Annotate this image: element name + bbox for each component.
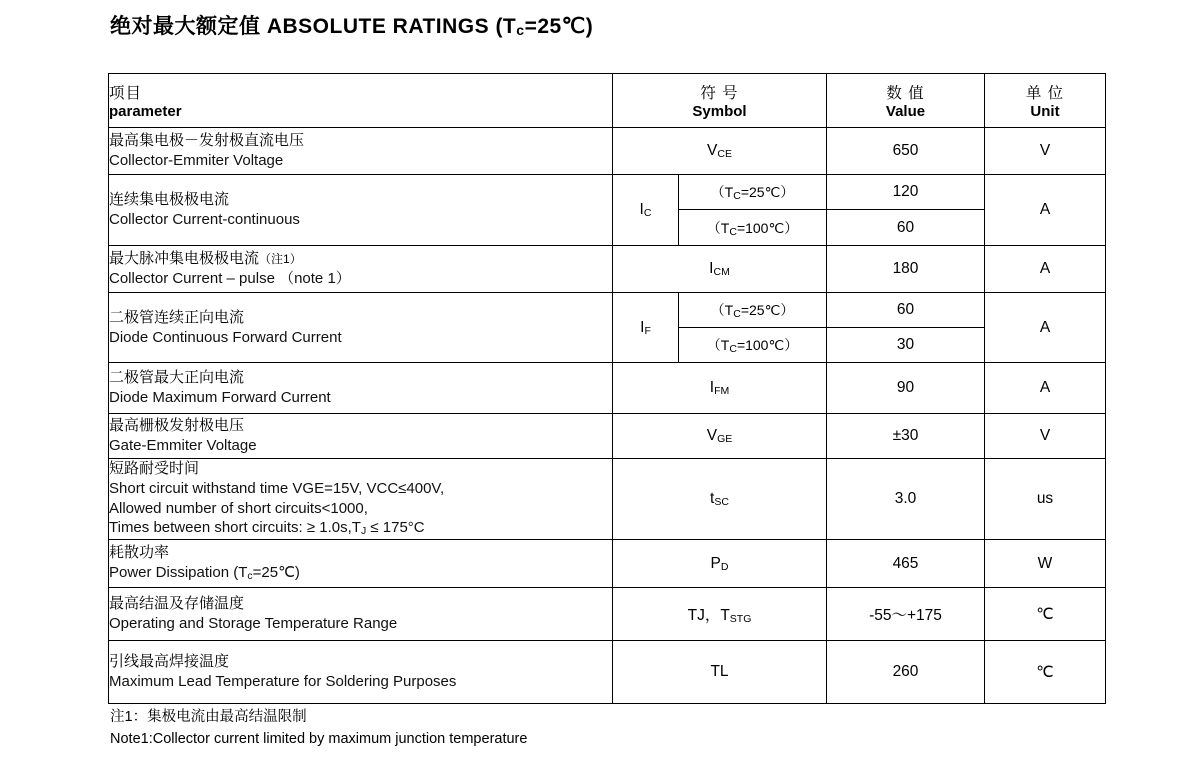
header-symbol xyxy=(613,74,827,128)
condition-post: =100℃） xyxy=(736,219,799,236)
param-en: Operating and Storage Temperature Range xyxy=(109,615,398,633)
footnote-zh: 注1：集极电流由最高结温限制 xyxy=(110,709,307,725)
symbol-main: I xyxy=(639,201,644,218)
param-cell-ifm xyxy=(109,363,613,414)
symbol-sub: STG xyxy=(729,613,752,626)
symbol-sub: F xyxy=(644,324,651,337)
condition-sub: C xyxy=(729,225,737,238)
symbol-sub: CM xyxy=(713,266,730,278)
symbol-cell-if xyxy=(613,293,679,363)
param-zh: 耗散功率 xyxy=(109,544,170,562)
param-en-pre: Power Dissipation (T xyxy=(109,564,248,582)
table-row xyxy=(109,588,1106,641)
param-en-line3-pre: Times between short circuits: ≥ 1.0s,T xyxy=(109,519,361,537)
symbol-sub: C xyxy=(643,207,652,219)
table-header-row xyxy=(109,74,1106,128)
param-cell-vge xyxy=(109,414,613,459)
param-en xyxy=(109,563,612,584)
unit-cell: V xyxy=(985,128,1106,175)
symbol-main: V xyxy=(706,427,718,444)
param-en-post: =25℃) xyxy=(252,564,300,582)
param-zh: 最高结温及存储温度 xyxy=(109,595,245,613)
unit-cell: V xyxy=(985,414,1106,459)
param-en-line2: Allowed number of short circuits<1000, xyxy=(109,499,368,517)
header-symbol-en: Symbol xyxy=(692,103,747,120)
value-cell: 650 xyxy=(827,128,985,175)
param-en-line3-sub: J xyxy=(360,525,367,538)
footnotes xyxy=(110,706,527,751)
table-row xyxy=(109,540,1106,588)
unit-cell: A xyxy=(985,175,1106,246)
unit-cell: A xyxy=(985,293,1106,363)
param-zh: 二极管最大正向电流 xyxy=(109,369,245,387)
symbol-sub: FM xyxy=(714,385,730,397)
symbol-main: I xyxy=(640,318,645,336)
param-cell-ic xyxy=(109,175,613,246)
unit-cell: A xyxy=(985,246,1106,293)
param-en: Maximum Lead Temperature for Soldering Purposes xyxy=(109,673,457,691)
value-cell: 120 xyxy=(827,175,985,210)
param-en: Collector Current – pulse （note 1） xyxy=(109,270,351,287)
header-parameter-zh: 项目 xyxy=(109,85,143,102)
condition-sub: C xyxy=(729,343,737,355)
table-row xyxy=(109,641,1106,704)
param-en-line3-post: ≤ 175°C xyxy=(366,519,425,537)
param-en: Diode Maximum Forward Current xyxy=(109,389,331,406)
symbol-main: t xyxy=(710,490,715,508)
symbol-cell-vce xyxy=(613,128,827,175)
symbol-main: TL xyxy=(710,663,729,681)
param-zh-note: （注1） xyxy=(259,252,302,267)
table-row xyxy=(109,246,1106,293)
unit-cell: W xyxy=(985,540,1106,588)
symbol-sub: CE xyxy=(717,148,732,160)
param-cell-icm xyxy=(109,246,613,293)
header-parameter-en: parameter xyxy=(109,103,182,120)
symbol-cell-tj-tstg xyxy=(613,588,827,641)
condition-post: =25℃） xyxy=(740,184,795,200)
symbol-main: TJ，T xyxy=(687,607,730,625)
header-unit-en: Unit xyxy=(1030,103,1060,120)
symbol-cell-tl xyxy=(613,641,827,704)
condition-pre: （T xyxy=(710,184,734,200)
table-row xyxy=(109,175,1106,210)
condition-cell xyxy=(679,210,827,246)
condition-sub: C xyxy=(733,308,741,320)
param-cell-vce xyxy=(109,128,613,175)
param-en: Diode Continuous Forward Current xyxy=(109,328,342,346)
header-value-zh: 数 值 xyxy=(886,85,925,102)
page-title-pre: 绝对最大额定值 ABSOLUTE RATINGS (T xyxy=(110,15,517,38)
header-unit-zh: 单 位 xyxy=(1025,85,1065,102)
condition-sub: C xyxy=(733,190,741,202)
value-cell: 3.0 xyxy=(827,459,985,540)
symbol-main: I xyxy=(709,260,714,277)
table-row xyxy=(109,293,1106,328)
value-cell: 260 xyxy=(827,641,985,704)
param-zh-text: 最大脉冲集电极极电流 xyxy=(109,250,260,268)
table-row xyxy=(109,459,1106,540)
symbol-main: I xyxy=(709,379,715,396)
table-row xyxy=(109,128,1106,175)
header-value-en: Value xyxy=(885,103,926,120)
param-cell-pd xyxy=(109,540,613,588)
unit-cell: A xyxy=(985,363,1106,414)
param-en-sub: c xyxy=(247,570,253,583)
symbol-main: P xyxy=(710,554,721,572)
symbol-cell-icm xyxy=(613,246,827,293)
table-row xyxy=(109,363,1106,414)
param-zh: 连续集电极极电流 xyxy=(109,191,230,209)
footnote-en: Note1:Collector current limited by maximum junction temperature xyxy=(110,731,528,748)
header-parameter xyxy=(109,74,613,128)
unit-cell: ℃ xyxy=(985,641,1106,704)
param-cell-tsc xyxy=(109,459,613,540)
header-symbol-zh: 符 号 xyxy=(700,85,739,102)
value-cell: 465 xyxy=(827,540,985,588)
condition-pre: （T xyxy=(710,302,734,318)
value-cell: ±30 xyxy=(827,414,985,459)
value-cell: 90 xyxy=(827,363,985,414)
header-value xyxy=(827,74,985,128)
table-row xyxy=(109,414,1106,459)
page-title xyxy=(110,10,593,40)
param-zh: 最高集电极－发射极直流电压 xyxy=(109,132,305,150)
param-zh xyxy=(109,249,612,269)
param-cell-if xyxy=(109,293,613,363)
param-zh: 短路耐受时间 xyxy=(109,460,200,477)
page-title-post: =25℃) xyxy=(524,15,594,38)
header-unit xyxy=(985,74,1106,128)
symbol-cell-tsc xyxy=(613,459,827,540)
param-en: Gate-Emmiter Voltage xyxy=(109,437,257,454)
symbol-cell-pd xyxy=(613,540,827,588)
condition-post: =25℃） xyxy=(740,302,795,318)
condition-cell xyxy=(679,293,827,328)
condition-pre: （T xyxy=(706,337,730,353)
condition-post: =100℃） xyxy=(736,337,799,353)
param-zh: 引线最高焊接温度 xyxy=(109,653,230,671)
value-cell: -55～+175 xyxy=(827,588,985,641)
condition-cell xyxy=(679,328,827,363)
param-zh: 二极管连续正向电流 xyxy=(109,308,245,326)
param-en: Collector-Emmiter Voltage xyxy=(109,152,284,169)
absolute-ratings-table xyxy=(108,73,1106,704)
param-cell-tj-tstg xyxy=(109,588,613,641)
param-cell-tl xyxy=(109,641,613,704)
value-cell: 180 xyxy=(827,246,985,293)
condition-cell xyxy=(679,175,827,210)
condition-pre: （T xyxy=(706,219,730,236)
param-en: Collector Current-continuous xyxy=(109,211,300,228)
page-title-subscript: c xyxy=(516,22,525,38)
unit-cell: us xyxy=(985,459,1106,540)
unit-cell: ℃ xyxy=(985,588,1106,641)
symbol-cell-vge xyxy=(613,414,827,459)
param-zh: 最高栅极发射极电压 xyxy=(109,417,245,435)
symbol-cell-ic xyxy=(613,175,679,246)
symbol-cell-ifm xyxy=(613,363,827,414)
value-cell: 30 xyxy=(827,328,985,363)
param-en-line1: Short circuit withstand time VGE=15V, VCC≤400V, xyxy=(109,479,445,497)
param-en-line3 xyxy=(109,518,612,539)
symbol-sub: SC xyxy=(714,496,729,509)
symbol-sub: D xyxy=(720,560,729,573)
value-cell: 60 xyxy=(827,293,985,328)
value-cell: 60 xyxy=(827,210,985,246)
symbol-main: V xyxy=(707,142,718,159)
symbol-sub: GE xyxy=(717,433,733,445)
